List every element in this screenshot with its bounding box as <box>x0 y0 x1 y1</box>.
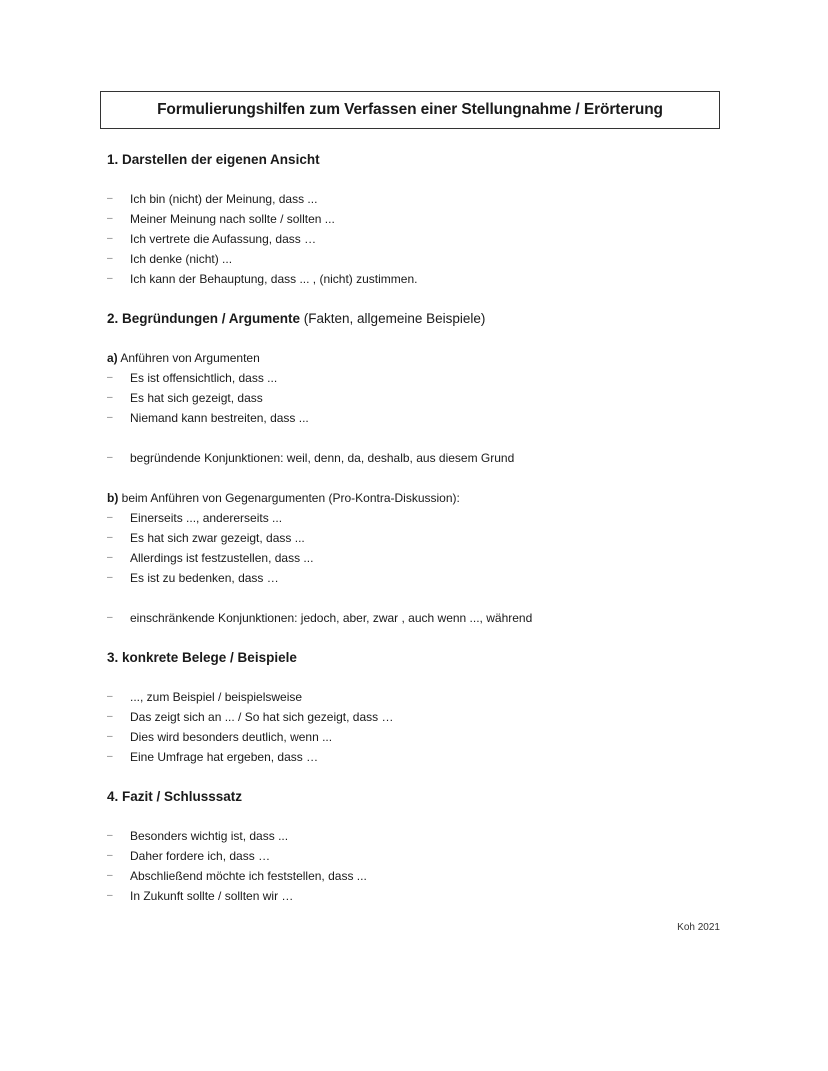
dash-bullet-icon: – <box>107 412 113 423</box>
subsection-a-heading: a) Anführen von Argumenten <box>107 351 260 365</box>
section-4-heading: 4. Fazit / Schlusssatz <box>107 789 243 804</box>
subsection-a-list <box>107 368 747 428</box>
dash-bullet-icon: – <box>107 751 113 762</box>
subsection-b-conjunctions <box>107 608 747 628</box>
section-4-list <box>107 826 747 906</box>
list-item: – Ich kann der Behauptung, dass ... , (nicht) zustimmen. <box>107 269 747 289</box>
document-title-text: Formulierungshilfen zum Verfassen einer Stellungnahme / Erörterung <box>157 101 663 118</box>
list-item: – Daher fordere ich, dass … <box>107 846 747 866</box>
list-item: – Meiner Meinung nach sollte / sollten ... <box>107 209 747 229</box>
list-item: – Es hat sich zwar gezeigt, dass ... <box>107 528 747 548</box>
footer-credit: Koh 2021 <box>677 922 720 933</box>
dash-bullet-icon: – <box>107 890 113 901</box>
list-item: – Besonders wichtig ist, dass ... <box>107 826 747 846</box>
section-2-heading: 2. Begründungen / Argumente (Fakten, allgemeine Beispiele) <box>107 311 486 326</box>
dash-bullet-icon: – <box>107 870 113 881</box>
list-item: – Eine Umfrage hat ergeben, dass … <box>107 747 747 767</box>
list-item: – Ich bin (nicht) der Meinung, dass ... <box>107 189 747 209</box>
dash-bullet-icon: – <box>107 552 113 563</box>
subsection-b-heading: b) beim Anführen von Gegenargumenten (Pro-Kontra-Diskussion): <box>107 491 460 505</box>
dash-bullet-icon: – <box>107 213 113 224</box>
dash-bullet-icon: – <box>107 691 113 702</box>
dash-bullet-icon: – <box>107 572 113 583</box>
list-item: – Allerdings ist festzustellen, dass ... <box>107 548 747 568</box>
dash-bullet-icon: – <box>107 850 113 861</box>
dash-bullet-icon: – <box>107 193 113 204</box>
section-3-heading: 3. konkrete Belege / Beispiele <box>107 650 297 665</box>
dash-bullet-icon: – <box>107 273 113 284</box>
dash-bullet-icon: – <box>107 612 113 623</box>
subsection-a-conjunctions <box>107 448 747 468</box>
dash-bullet-icon: – <box>107 532 113 543</box>
section-1-heading: 1. Darstellen der eigenen Ansicht <box>107 152 320 167</box>
list-item: – Es ist zu bedenken, dass … <box>107 568 747 588</box>
section-3-list <box>107 687 747 767</box>
list-item: – Niemand kann bestreiten, dass ... <box>107 408 747 428</box>
list-item: – Es hat sich gezeigt, dass <box>107 388 747 408</box>
list-item: – In Zukunft sollte / sollten wir … <box>107 886 747 906</box>
list-item: – Ich denke (nicht) ... <box>107 249 747 269</box>
dash-bullet-icon: – <box>107 711 113 722</box>
document-body <box>107 150 747 906</box>
list-item: – ..., zum Beispiel / beispielsweise <box>107 687 747 707</box>
dash-bullet-icon: – <box>107 233 113 244</box>
list-item: – Dies wird besonders deutlich, wenn ... <box>107 727 747 747</box>
dash-bullet-icon: – <box>107 452 113 463</box>
dash-bullet-icon: – <box>107 253 113 264</box>
dash-bullet-icon: – <box>107 512 113 523</box>
dash-bullet-icon: – <box>107 372 113 383</box>
document-title <box>100 91 720 129</box>
list-item: – Es ist offensichtlich, dass ... <box>107 368 747 388</box>
dash-bullet-icon: – <box>107 731 113 742</box>
list-item: – Das zeigt sich an ... / So hat sich gezeigt, dass … <box>107 707 747 727</box>
list-item: – Einerseits ..., andererseits ... <box>107 508 747 528</box>
dash-bullet-icon: – <box>107 392 113 403</box>
list-item: – Ich vertrete die Aufassung, dass … <box>107 229 747 249</box>
dash-bullet-icon: – <box>107 830 113 841</box>
list-item: – Abschließend möchte ich feststellen, dass ... <box>107 866 747 886</box>
subsection-b-list <box>107 508 747 588</box>
section-1-list <box>107 189 747 289</box>
section-2-heading-suffix: (Fakten, allgemeine Beispiele) <box>303 311 486 326</box>
list-item: – einschränkende Konjunktionen: jedoch, aber, zwar , auch wenn ..., während <box>107 608 747 628</box>
list-item: – begründende Konjunktionen: weil, denn, da, deshalb, aus diesem Grund <box>107 448 747 468</box>
